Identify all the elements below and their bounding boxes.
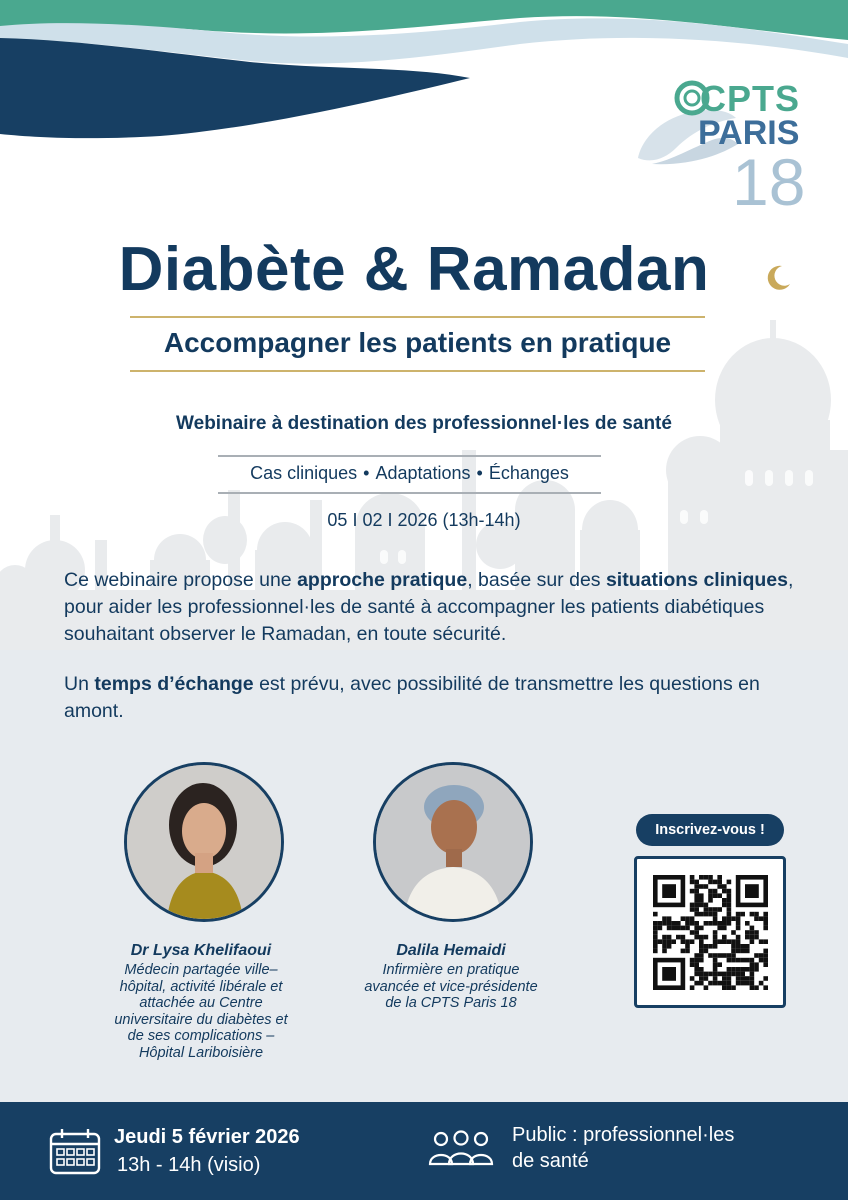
footer-public-line2: de santé: [512, 1150, 589, 1172]
speaker-name: Dr Lysa Khelifaoui: [130, 942, 272, 959]
topic-item: Cas cliniques: [250, 463, 358, 483]
speaker-name: Dalila Hemaidi: [396, 942, 506, 959]
speaker-photo: [124, 762, 284, 922]
logo-paris: PARIS: [698, 114, 800, 152]
speaker-photo: [373, 762, 533, 922]
topic-separator: •: [476, 463, 483, 483]
topic-item: Adaptations: [375, 463, 471, 483]
divider-bottom: [130, 370, 705, 372]
divider-top: [130, 316, 705, 318]
logo-cpts: CPTS: [700, 78, 801, 119]
crescent-moon-icon: [762, 262, 794, 294]
intro-paragraph: Ce webinaire propose une approche pratique, basée sur des situations cliniques, pour aider les professionnel·les de santé à accompagner les patients diabétiques souhaitant observer le Ramadan, en toute sécurité.: [64, 569, 794, 645]
footer-bar: [0, 1102, 848, 1200]
exchange-paragraph: Un temps d’échange est prévu, avec possibilité de transmettre les questions en amont.: [64, 673, 760, 722]
event-date: 05 I 02 I 2026 (13h-14h): [327, 510, 521, 530]
topic-item: Échanges: [488, 463, 569, 483]
people-icon: [428, 1130, 494, 1166]
registration-qr-code[interactable]: [634, 856, 786, 1008]
footer-time: 13h - 14h (visio): [117, 1154, 261, 1176]
page-title: Diabète & Ramadan: [118, 235, 710, 304]
topics-divider-top: [218, 455, 601, 457]
calendar-icon: [48, 1128, 102, 1176]
audience-line: Webinaire à destination des professionnel·les de santé: [176, 413, 672, 434]
footer-date: Jeudi 5 février 2026: [114, 1126, 300, 1148]
topics-list: [218, 463, 601, 484]
qr-code-icon: [637, 859, 783, 1005]
subtitle: Accompagner les patients en pratique: [163, 327, 672, 358]
speaker-role: Infirmière en pratique avancée et vice-présidente de la CPTS Paris 18: [364, 962, 538, 1011]
topic-separator: •: [363, 463, 370, 483]
register-button[interactable]: Inscrivez-vous !: [636, 814, 784, 846]
footer-public-line1: Public : professionnel·les: [512, 1124, 735, 1146]
cpts-paris-18-logo: [632, 78, 822, 228]
speaker-role: Médecin partagée ville– hôpital, activité libérale et attachée au Centre universitaire du diabètes et de ses complications – Hôpital Lariboisière: [114, 962, 288, 1061]
logo-18: 18: [732, 145, 806, 219]
topics-divider-bottom: [218, 492, 601, 494]
